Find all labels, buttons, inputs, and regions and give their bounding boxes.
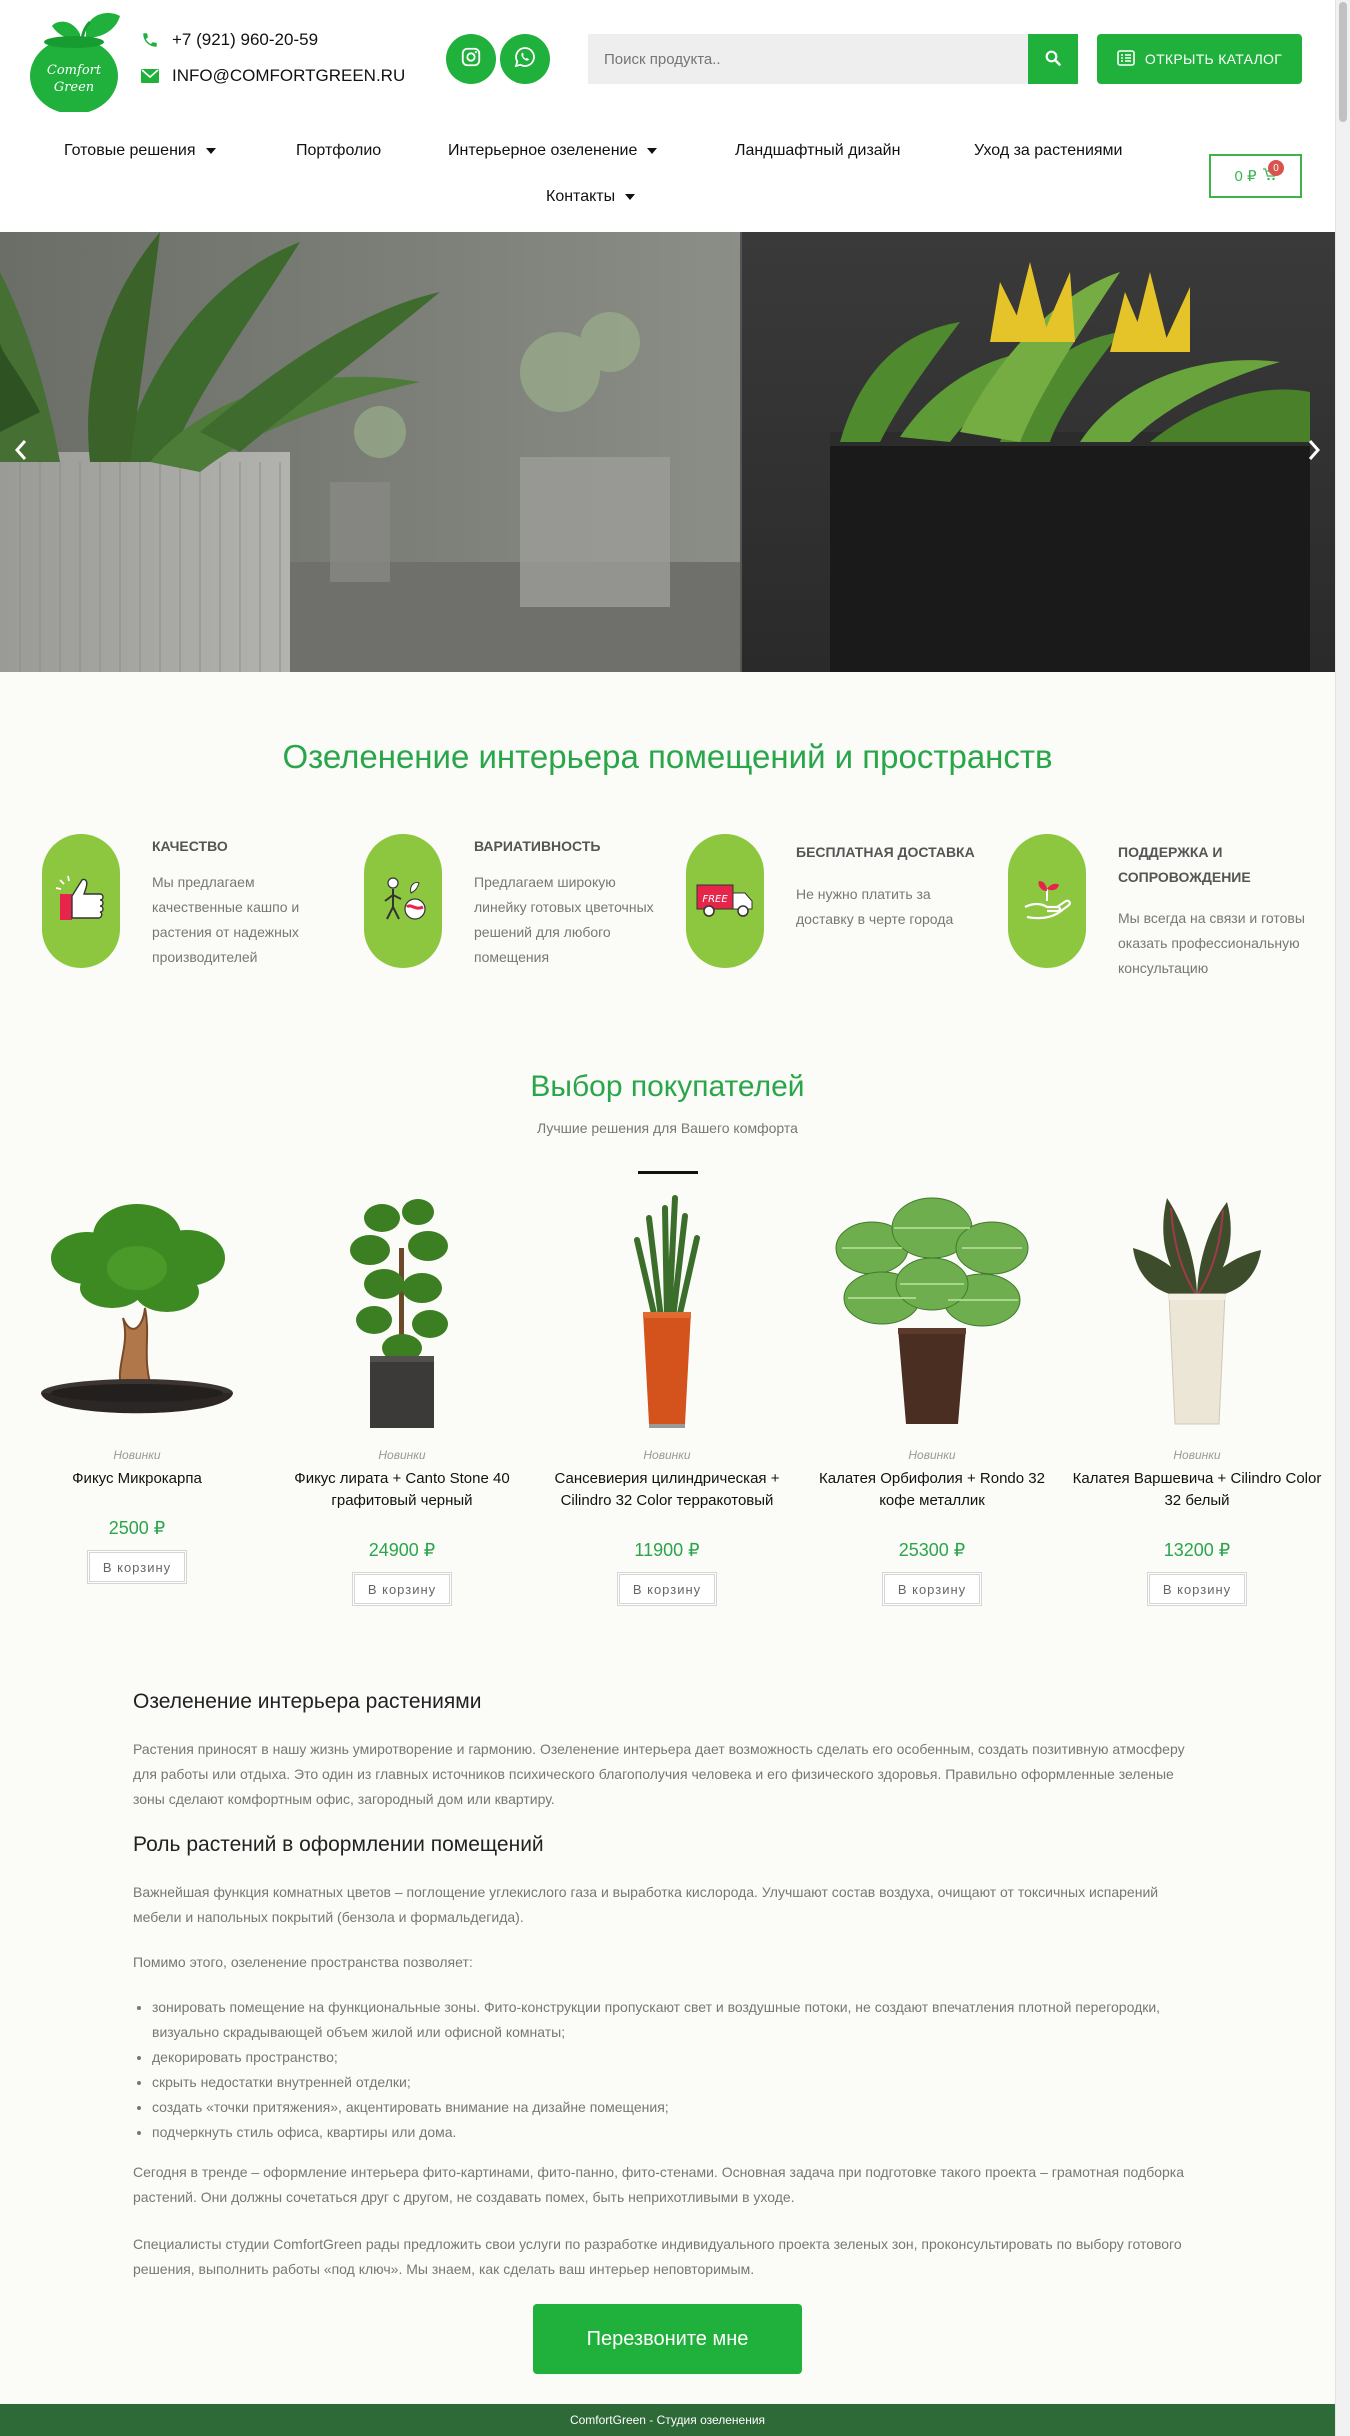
feature-pill <box>686 834 764 968</box>
add-to-cart-button[interactable]: В корзину <box>617 1572 717 1606</box>
feature-text: Не нужно платить за доставку в черте города <box>796 886 954 927</box>
article-paragraph: Важнейшая функция комнатных цветов – поглощение углекислого газа и выработка кислорода. Улучшают состав воздуха, очищают от токсичных испарений мебели и напольных покрытий (бензола и формальдегида). <box>133 1884 1159 1925</box>
list-item: • декорировать пространство; <box>152 2045 1192 2070</box>
article-paragraph: Растения приносят в нашу жизнь умиротворение и гармонию. Озеленение интерьера дает возможность сделать его особенным, создать позитивную атмосферу для работы или отдыха. Это один из главных источников психического благополучия человека и его физического здоровья. Правильно оформленные зеленые зоны сделают комфортным офис, загородный дом или квартиру. <box>133 1741 1185 1807</box>
product-category[interactable]: Новинки <box>113 1448 161 1462</box>
nav-item-landscape-design[interactable] <box>735 142 900 160</box>
product-name[interactable]: Калатея Орбифолия + Rondo 32 кофе металлик <box>819 1470 1045 1509</box>
chevron-left-icon <box>14 439 28 466</box>
choice-subtitle: Лучшие решения для Вашего комфорта <box>537 1120 798 1136</box>
feature-pill <box>364 834 442 968</box>
list-item: • создать «точки притяжения», акцентировать внимание на дизайне помещения; <box>152 2095 1192 2120</box>
whatsapp-icon <box>513 45 537 74</box>
search-button[interactable] <box>1028 34 1078 84</box>
product-price: 25300 ₽ <box>898 1540 966 1560</box>
feature-pill <box>1008 834 1086 968</box>
nav-item-portfolio[interactable] <box>296 142 381 160</box>
slider-prev-arrow[interactable] <box>6 432 36 472</box>
free-delivery-truck-icon <box>695 879 755 924</box>
whatsapp-button[interactable] <box>500 34 550 84</box>
phone-icon <box>140 30 160 50</box>
feature-text: Мы всегда на связи и готовы оказать профессиональную консультацию <box>1118 910 1305 976</box>
product-image[interactable] <box>27 1188 247 1432</box>
nav-item-label: Готовые решения <box>64 142 196 159</box>
nav-item-label: Ландшафтный дизайн <box>735 142 901 159</box>
product-price: 11900 ₽ <box>634 1540 700 1560</box>
chevron-down-icon <box>206 148 216 154</box>
intro-title: Озеленение интерьера помещений и пространств <box>282 738 1053 775</box>
feature-title: КАЧЕСТВО <box>152 838 228 854</box>
nav-item-label: Контакты <box>546 188 616 205</box>
feature-title: ВАРИАТИВНОСТЬ <box>474 838 601 854</box>
product-category[interactable]: Новинки <box>378 1448 426 1462</box>
product-image[interactable] <box>822 1188 1042 1432</box>
instagram-button[interactable] <box>446 34 496 84</box>
nav-item-plant-care[interactable] <box>974 142 1123 160</box>
search-input[interactable] <box>588 34 1028 84</box>
product-image[interactable] <box>557 1188 777 1432</box>
list-item: • скрыть недостатки внутренней отделки; <box>152 2070 1192 2095</box>
article-paragraph: Специалисты студии ComfortGreen рады предложить свои услуги по разработке индивидуального проекта зеленых зон, проконсультировать по выбору готового решения, выполнить работы «под ключ». Мы знаем, как сделать ваш интерьер неповторимым. <box>133 2236 1182 2277</box>
product-image[interactable] <box>292 1188 512 1432</box>
nav-item-contacts[interactable] <box>546 188 635 206</box>
article-heading-1: Озеленение интерьера растениями <box>133 1690 482 1713</box>
logo-text-1: Comfort <box>46 63 102 78</box>
list-item: • подчеркнуть стиль офиса, квартиры или дома. <box>152 2120 1192 2145</box>
feature-pill <box>42 834 120 968</box>
scrollbar-thumb[interactable] <box>1339 2 1347 122</box>
article-benefits-list <box>152 1995 1192 2145</box>
add-to-cart-button[interactable]: В корзину <box>882 1572 982 1606</box>
product-category[interactable]: Новинки <box>643 1448 691 1462</box>
open-catalog-button[interactable] <box>1097 34 1302 84</box>
chevron-right-icon <box>1307 439 1321 466</box>
hero-slider <box>0 232 1335 672</box>
article-paragraph: Сегодня в тренде – оформление интерьера фито-картинами, фито-панно, фито-стенами. Основная задача при подготовке такого проекта – грамотная подборка растений. Они должны сочетаться друг с другом, не создавать помех, быть неприхотливыми в уходе. <box>133 2164 1184 2205</box>
product-category[interactable]: Новинки <box>908 1448 956 1462</box>
svg-text:FREE: FREE <box>702 893 728 905</box>
choice-title: Выбор покупателей <box>530 1070 805 1103</box>
callback-button[interactable]: Перезвоните мне <box>533 2304 802 2374</box>
logo-text-2: Green <box>53 80 95 95</box>
footer-text: ComfortGreen - Студия озеленения <box>569 2413 766 2427</box>
phone-number: +7 (921) 960-20-59 <box>172 30 319 49</box>
instagram-icon <box>460 46 482 73</box>
catalog-button-label: ОТКРЫТЬ КАТАЛОГ <box>1144 51 1283 67</box>
cart-amount: 0 ₽ <box>1234 168 1257 185</box>
email-address: INFO@COMFORTGREEN.RU <box>172 66 406 85</box>
search-icon <box>1045 50 1061 69</box>
nav-item-interior-greening[interactable] <box>448 142 657 160</box>
article-paragraph: Помимо этого, озеленение пространства позволяет: <box>133 1954 473 1970</box>
add-to-cart-button[interactable]: В корзину <box>1147 1572 1247 1606</box>
gardener-globe-icon <box>375 871 431 932</box>
feature-title: ПОДДЕРЖКА И СОПРОВОЖДЕНИЕ <box>1118 844 1251 885</box>
feature-title: БЕСПЛАТНАЯ ДОСТАВКА <box>796 844 975 860</box>
thumbs-up-icon <box>54 872 108 931</box>
nav-item-label: Уход за растениями <box>974 142 1123 159</box>
site-footer <box>0 2404 1335 2436</box>
nav-item-ready-solutions[interactable] <box>64 142 216 160</box>
add-to-cart-button[interactable]: В корзину <box>87 1550 187 1584</box>
catalog-list-icon <box>1117 50 1135 69</box>
product-image[interactable] <box>1087 1188 1307 1432</box>
page-scrollbar[interactable] <box>1335 0 1350 2436</box>
cart-count-badge: 0 <box>1268 160 1284 176</box>
site-logo[interactable] <box>28 8 124 112</box>
product-name[interactable]: Сансевиерия цилиндрическая + Cilindro 32 Color терракотовый <box>554 1470 780 1509</box>
product-name[interactable]: Калатея Варшевича + Cilindro Color 32 белый <box>1072 1470 1322 1509</box>
hand-sprout-icon <box>1021 873 1073 930</box>
chevron-down-icon <box>625 194 635 200</box>
product-price: 13200 ₽ <box>1163 1540 1231 1560</box>
product-name[interactable]: Фикус лирата + Canto Stone 40 графитовый черный <box>294 1470 510 1509</box>
nav-item-label: Портфолио <box>296 142 382 159</box>
header-email[interactable] <box>140 66 405 86</box>
feature-text: Предлагаем широкую линейку готовых цветочных решений для любого помещения <box>474 874 654 965</box>
search-bar <box>588 34 1078 84</box>
article-heading-2: Роль растений в оформлении помещений <box>133 1833 544 1856</box>
product-category[interactable]: Новинки <box>1173 1448 1221 1462</box>
nav-item-label: Интерьерное озеленение <box>448 142 638 159</box>
site-header <box>0 0 1335 232</box>
product-price: 24900 ₽ <box>368 1540 436 1560</box>
product-price: 2500 ₽ <box>108 1518 166 1538</box>
cart-button[interactable] <box>1209 154 1302 198</box>
header-phone[interactable] <box>140 30 318 50</box>
envelope-icon <box>140 66 160 86</box>
section-divider <box>638 1171 698 1174</box>
chevron-down-icon <box>647 148 657 154</box>
slider-next-arrow[interactable] <box>1299 432 1329 472</box>
hero-image <box>0 232 1335 672</box>
list-item: • зонировать помещение на функциональные зоны. Фито-конструкции пропускают свет и воздушные потоки, не создают впечатления плотной перегородки, визуально скрадывающей объем жилой или офисной комнаты; <box>152 1995 1192 2045</box>
feature-text: Мы предлагаем качественные кашпо и растения от надежных производителей <box>152 874 300 965</box>
add-to-cart-button[interactable]: В корзину <box>352 1572 452 1606</box>
product-name[interactable]: Фикус Микрокарпа <box>72 1470 202 1487</box>
